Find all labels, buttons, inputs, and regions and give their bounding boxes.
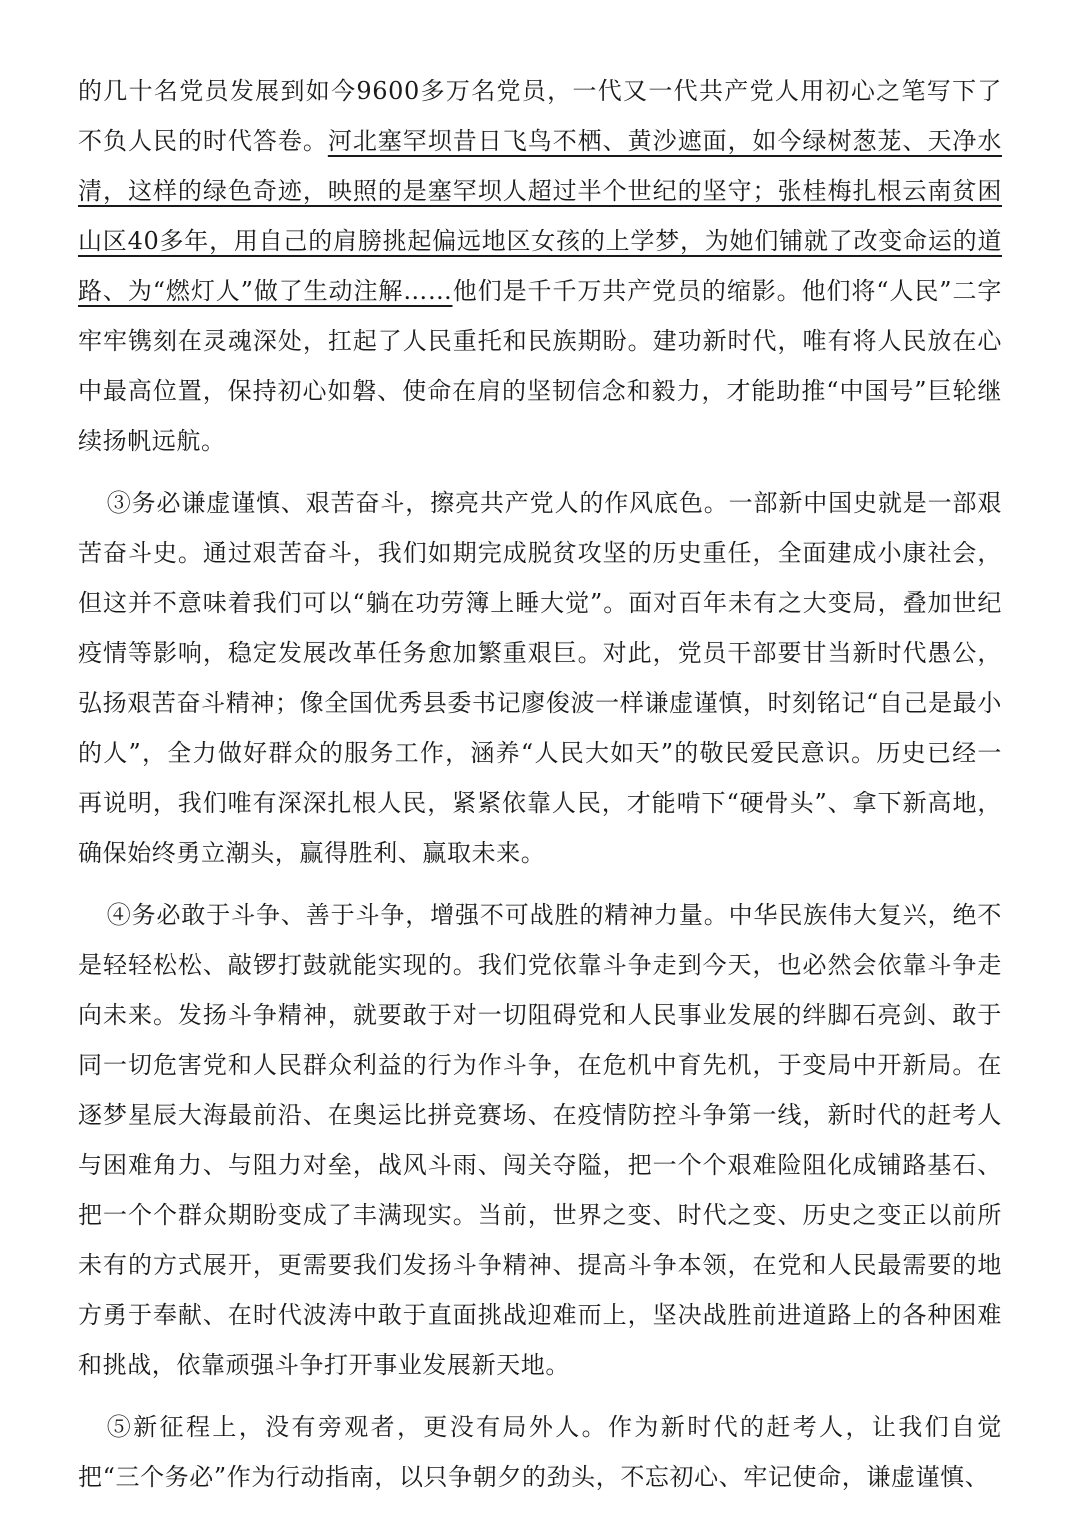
paragraph-4 — [78, 890, 1002, 1390]
paragraph-text: ③务必谦虚谨慎、艰苦奋斗，擦亮共产党人的作风底色。一部新中国史就是一部艰苦奋斗史。通过艰苦奋斗，我们如期完成脱贫攻坚的历史重任，全面建成小康社会，但这并不意味着我们可以“躺在功劳簿上睡大觉”。面对百年未有之大变局，叠加世纪疫情等影响，稳定发展改革任务愈加繁重艰巨。对此，党员干部要甘当新时代愚公，弘扬艰苦奋斗精神；像全国优秀县委书记廖俊波一样谦虚谨慎，时刻铭记“自己是最小的人”，全力做好群众的服务工作，涵养“人民大如天”的敬民爱民意识。历史已经一再说明，我们唯有深深扎根人民，紧紧依靠人民，才能啃下“硬骨头”、拿下新高地，确保始终勇立潮头，赢得胜利、赢取未来。 — [78, 489, 1002, 867]
paragraph-text: ⑤新征程上，没有旁观者，更没有局外人。作为新时代的赶考人，让我们自觉把“三个务必”作为行动指南，以只争朝夕的劲头，不忘初心、牢记使命，谦虚谨慎、 — [78, 1413, 1002, 1491]
paragraph-3 — [78, 478, 1002, 878]
paragraph-text: ④务必敢于斗争、善于斗争，增强不可战胜的精神力量。中华民族伟大复兴，绝不是轻轻松松、敲锣打鼓就能实现的。我们党依靠斗争走到今天，也必然会依靠斗争走向未来。发扬斗争精神，就要敢于对一切阻碍党和人民事业发展的绊脚石亮剑、敢于同一切危害党和人民群众利益的行为作斗争，在危机中育先机，于变局中开新局。在逐梦星辰大海最前沿、在奥运比拼竞赛场、在疫情防控斗争第一线，新时代的赶考人与困难角力、与阻力对垒，战风斗雨、闯关夺隘，把一个个艰难险阻化成铺路基石、把一个个群众期盼变成了丰满现实。当前，世界之变、时代之变、历史之变正以前所未有的方式展开，更需要我们发扬斗争精神、提高斗争本领，在党和人民最需要的地方勇于奉献、在时代波涛中敢于直面挑战迎难而上，坚决战胜前进道路上的各种困难和挑战，依靠顽强斗争打开事业发展新天地。 — [78, 901, 1002, 1379]
paragraph-2-continued — [78, 66, 1002, 466]
document-page — [78, 66, 1002, 1502]
paragraph-text: 他们是千千万共产党员的缩影。他们将“人民”二字牢牢镌刻在灵魂深处，扛起了人民重托和民族期盼。建功新时代，唯有将人民放在心中最高位置，保持初心如磐、使命在肩的坚韧信念和毅力，才能助推“中国号”巨轮继续扬帆远航。 — [78, 277, 1002, 455]
underlined-example-text: 河北塞罕坝昔日飞鸟不栖、黄沙遮面，如今绿树葱茏、天净水清，这样的绿色奇迹，映照的是塞罕坝人超过半个世纪的坚守；张桂梅扎根云南贫困山区40多年，用自己的肩膀挑起偏远地区女孩的上学梦，为她们铺就了改变命运的道路、为“燃灯人”做了生动注解…… — [78, 127, 1003, 305]
paragraph-text: 的几十名党员发展到如今9600多万名党员，一代又一代共产党人用初心之笔写下了不负人民的时代答卷。 — [78, 77, 1002, 155]
paragraph-5 — [78, 1402, 1002, 1502]
